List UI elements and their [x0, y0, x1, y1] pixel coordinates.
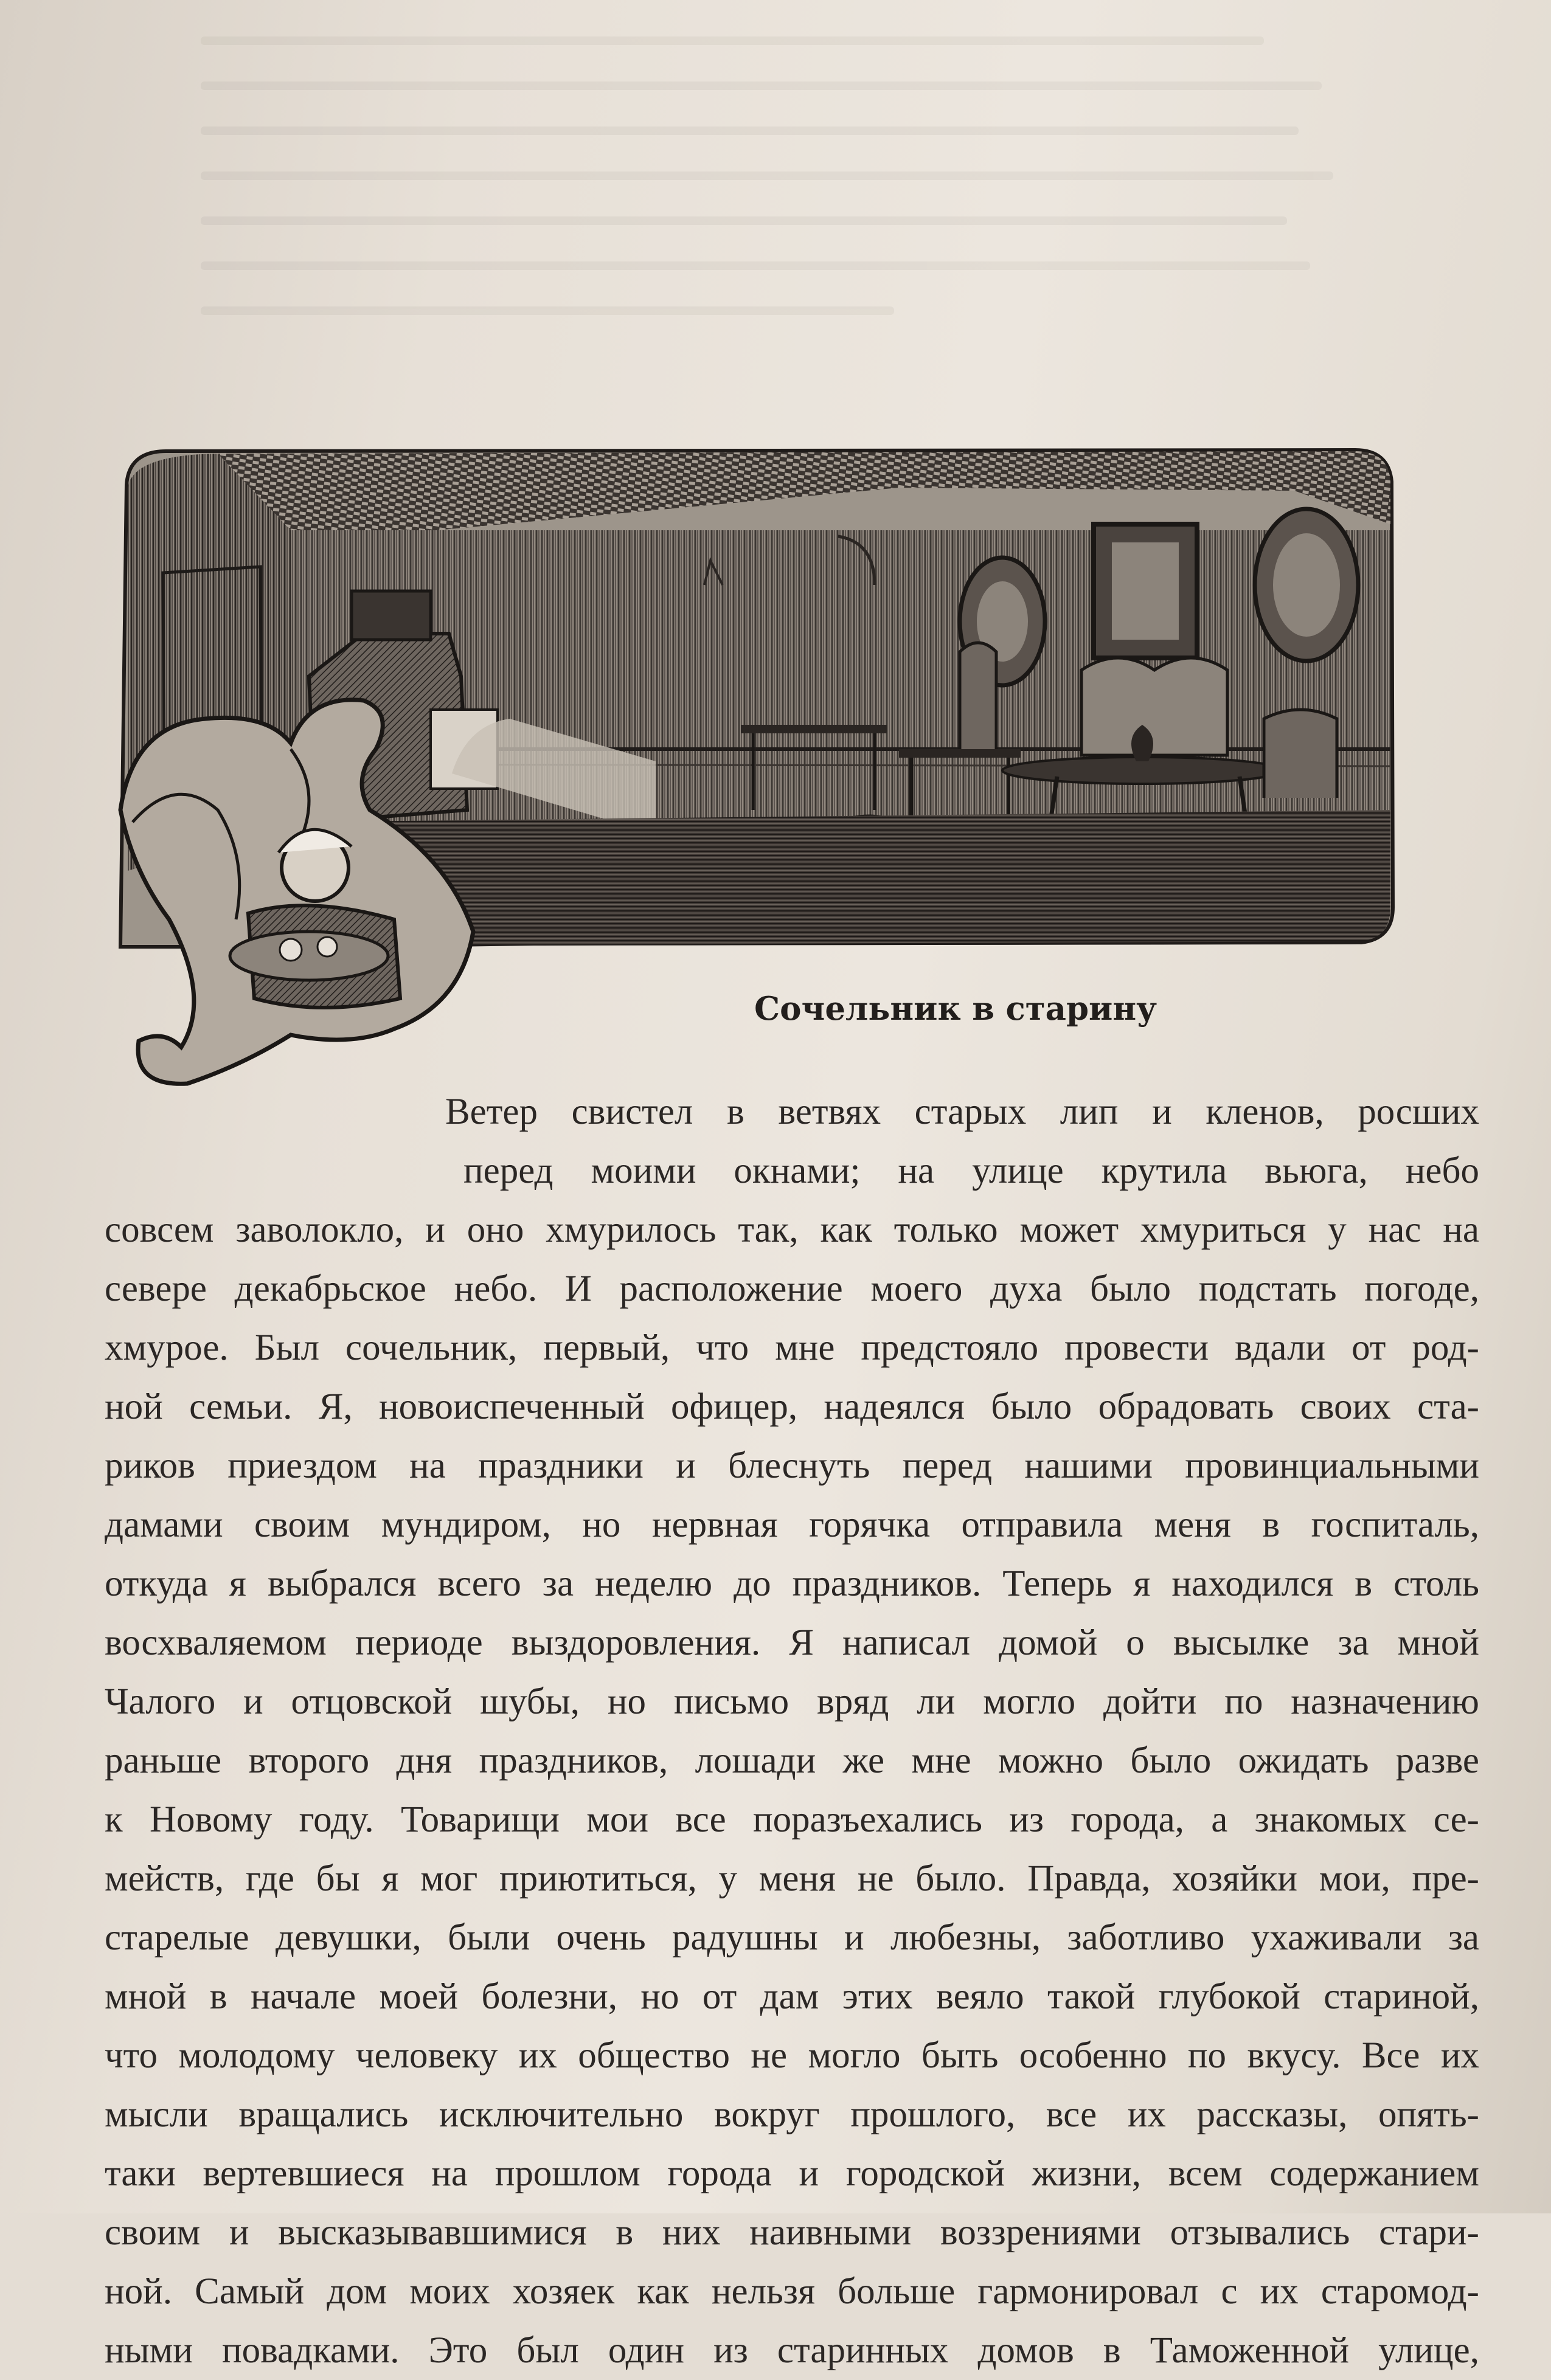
text-line: откуда я выбрался всего за неделю до праздников. Теперь я находился в столь	[105, 1563, 1479, 1604]
text-line: ными повадками. Это был один из старинных домов в Таможенной улице,	[105, 2330, 1479, 2371]
text-line: мейств, где бы я мог приютиться, у меня не было. Правда, хозяйки мои, пре-	[105, 1858, 1479, 1899]
text-line: ной семьи. Я, новоиспеченный офицер, надеялся было обрадовать своих ста-	[105, 1386, 1479, 1427]
sofa-back	[1081, 658, 1227, 755]
body-text	[105, 1082, 1479, 2380]
text-line: мной в начале моей болезни, но от дам этих веяло такой глубокой стариной,	[105, 1976, 1479, 2017]
text-line: ной. Самый дом моих хозяек как нельзя больше гармонировал с их старомод-	[105, 2271, 1479, 2312]
text-line: риков приездом на праздники и блеснуть перед нашими провинциальными	[105, 1445, 1479, 1486]
text-line: таки вертевшиеся на прошлом города и городской жизни, всем содержанием	[105, 2153, 1479, 2194]
tray	[230, 932, 388, 980]
text-line: перед моими окнами; на улице крутила вьюга, небо	[463, 1150, 1479, 1191]
text-line: совсем заволокло, и оно хмурилось так, как только может хмуриться у нас на	[105, 1209, 1479, 1250]
text-line: мысли вращались исключительно вокруг прошлого, все их рассказы, опять-	[105, 2094, 1479, 2135]
text-line: старелые девушки, были очень радушны и любезны, заботливо ухаживали за	[105, 1917, 1479, 1958]
text-line: Чалого и отцовской шубы, но письмо вряд ли могло дойти по назначению	[105, 1681, 1479, 1722]
chair-back	[960, 643, 996, 749]
text-line: восхваляемом периоде выздоровления. Я написал домой о высылке за мной	[105, 1622, 1479, 1663]
text-line: своим и высказывавшимися в них наивными воззрениями отзывались стари-	[105, 2212, 1479, 2253]
text-line: раньше второго дня праздников, лошади же мне можно было ожидать разве	[105, 1740, 1479, 1781]
text-line: Ветер свистел в ветвях старых лип и кленов, росших	[445, 1091, 1479, 1132]
bleed-through-text	[201, 36, 1356, 426]
side-table	[899, 749, 1021, 758]
text-line: хмурое. Был сочельник, первый, что мне предстояло провести вдали от род-	[105, 1327, 1479, 1368]
text-line: что молодому человеку их общество не могло быть особенно по вкусу. Все их	[105, 2035, 1479, 2076]
text-line: дамами своим мундиром, но нервная горячка отправила меня в госпиталь,	[105, 1504, 1479, 1545]
chapter-title: Сочельник в старину	[754, 990, 1157, 1028]
text-line: к Новому году. Товарищи мои все поразъехались из города, а знакомых се-	[105, 1799, 1479, 1840]
text-line: севере декабрьское небо. И расположение моего духа было подстать погоде,	[105, 1268, 1479, 1309]
